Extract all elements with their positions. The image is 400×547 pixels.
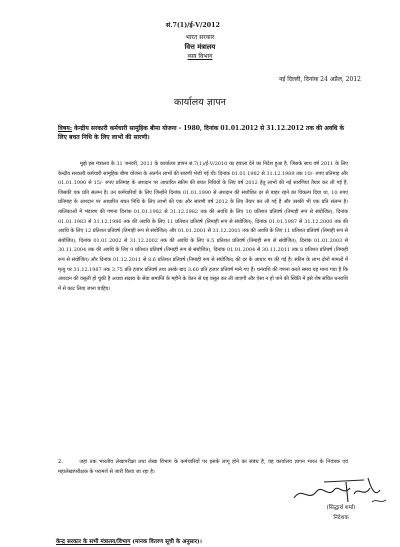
recipient-line [56, 537, 202, 545]
paragraph-2-text: जहां तक भारतीय लेखापरीक्षा तथा लेखा विभाग के कर्मचारियों पर इसके लागू होने का संबंध है, यह कार्यालय ज्ञापन भारत के नियंत्रक एवं महालेखापरीक्षक के परामर्श से जारी किया जा रहा है। [58, 459, 349, 475]
recipient-suffix: (मानक वितरण सूची के अनुसार)। [132, 539, 202, 545]
signatory-designation: निदेशक [333, 515, 349, 521]
paragraph-number: 2. [58, 459, 63, 465]
paragraph-1: मुझे इस मंत्रालय के 31 जनवरी, 2011 के कार्यालय ज्ञापन सं.7(1)/ई-V/2010 का हवाला देने का निदेश हुआ है, जिसके साथ वर्ष 2011 के लिए केन्द्रीय सरकारी कर्मचारी सामूहिक बीमा योजना के अंतर्गत लाभों की सारणी भेजी गई थी। दिनांक 01.01.1982 से 31.12.1989 तक 10/- रुपए प्रतिमाह और 01.01.1990 से 15/- रुपए प्रतिमाह के अंशदान पर आधारित स्कीम की बचत निधियों के लिए वर्ष 2012 हेतु लाभों की नई सारणियां तैयार कर ली गई हैं, जिसकी एक प्रति संलग्न है। उन कर्मचारियों के लिए जिन्होंने दिनांक 01.01.1990 से अंशदान की संशोधित दर से बाहर रहने का विकल्प दिया था, 10 रुपए प्रतिमाह के अंशदान पर आधारित बचत निधि के लिए लाभों की एक और सारणी वर्ष 2012 के लिए तैयार कर ली गई है और उसकी भी एक प्रति संलग्न है। तालिकाओं में भंडारण की गणना दिनांक 01.01.1982 से 31.12.1982 तक की अवधि के लिए 10 प्रतिशत प्रतिवर्ष (तिमाही रूप से संयोजित), दिनांक 01.01.1983 से 31.12.1986 तक की अवधि के लिए 11 प्रतिशत प्रतिवर्ष (तिमाही रूप से संयोजित), दिनांक 01.01.1987 से 31.12.2000 तक की अवधि के लिए 12 प्रतिशत प्रतिवर्ष (तिमाही रूप से संयोजित) और 01.01.2001 से 31.12.2001 तक की अवधि के लिए 11 प्रतिशत प्रतिवर्ष (तिमाही रूप से संयोजित), दिनांक 01.01.2002 से 31.12.2002 तक की अवधि के लिए 9.5 प्रतिशत प्रतिवर्ष (तिमाही रूप से संयोजित), दिनांक 01.01.2003 से 30.11.2004 तक की अवधि के लिए 9 प्रतिशत प्रतिवर्ष (तिमाही रूप से संयोजित), दिनांक 01.01.2004 से 30.11.2011 तक 8 प्रतिशत प्रतिवर्ष (तिमाही रूप से संयोजित) और दिनांक 01.12.2011 से 8.6 प्रतिशत प्रतिवर्ष (तिमाही रूप से संयोजित) की दर के आधार पर की गई है। स्कीम के लाभ दोनों मामलों में मृत्यु पर 31.12.1987 तक 3.75 प्रति हजार प्रतिवर्ष तथा उसके बाद 3.60 प्रति हजार प्रतिवर्ष माने गए हैं। धनराशि की गणना करते समय यह माना गया है कि अंशदान की वसूली हो चुकी है अथवा सदस्य के सेवा समाप्ति के महीने के वेतन से यह वसूल कर ली जाएगी और ऐसा न हो पाने की स्थिति में इसे शेष संचित धनराशि में से काट लिया जाना चाहिए। [58, 161, 348, 292]
ministry-name: वित्त मंत्रालय [184, 43, 216, 51]
subject-line [58, 124, 348, 142]
reference-number: सं.7(1)/ई-V/2012 [166, 22, 220, 29]
signatory-name: (सिद्धार्थ शर्मा) [326, 505, 356, 511]
date-line: नई दिल्ली, दिनांक 24 अप्रैल, 2012 [279, 76, 361, 83]
memo-title: कार्यालय ज्ञापन [174, 97, 226, 108]
subject-text: केन्द्रीय सरकारी कर्मचारी सामूहिक बीमा योजना - 1980, दिनांक 01.01.2012 से 31.12.2012 तक की अवधि के लिए बचत निधि के लिए लाभों की सारणी। [58, 125, 345, 141]
govt-of-india: भारत सरकार [185, 34, 215, 41]
subject-label: विषय: [58, 125, 73, 132]
recipient-text: केन्द्र सरकार के सभी मंत्रालय/विभाग [56, 539, 131, 545]
body-paragraph [58, 160, 348, 294]
department-name: व्यय विभाग [187, 53, 213, 60]
